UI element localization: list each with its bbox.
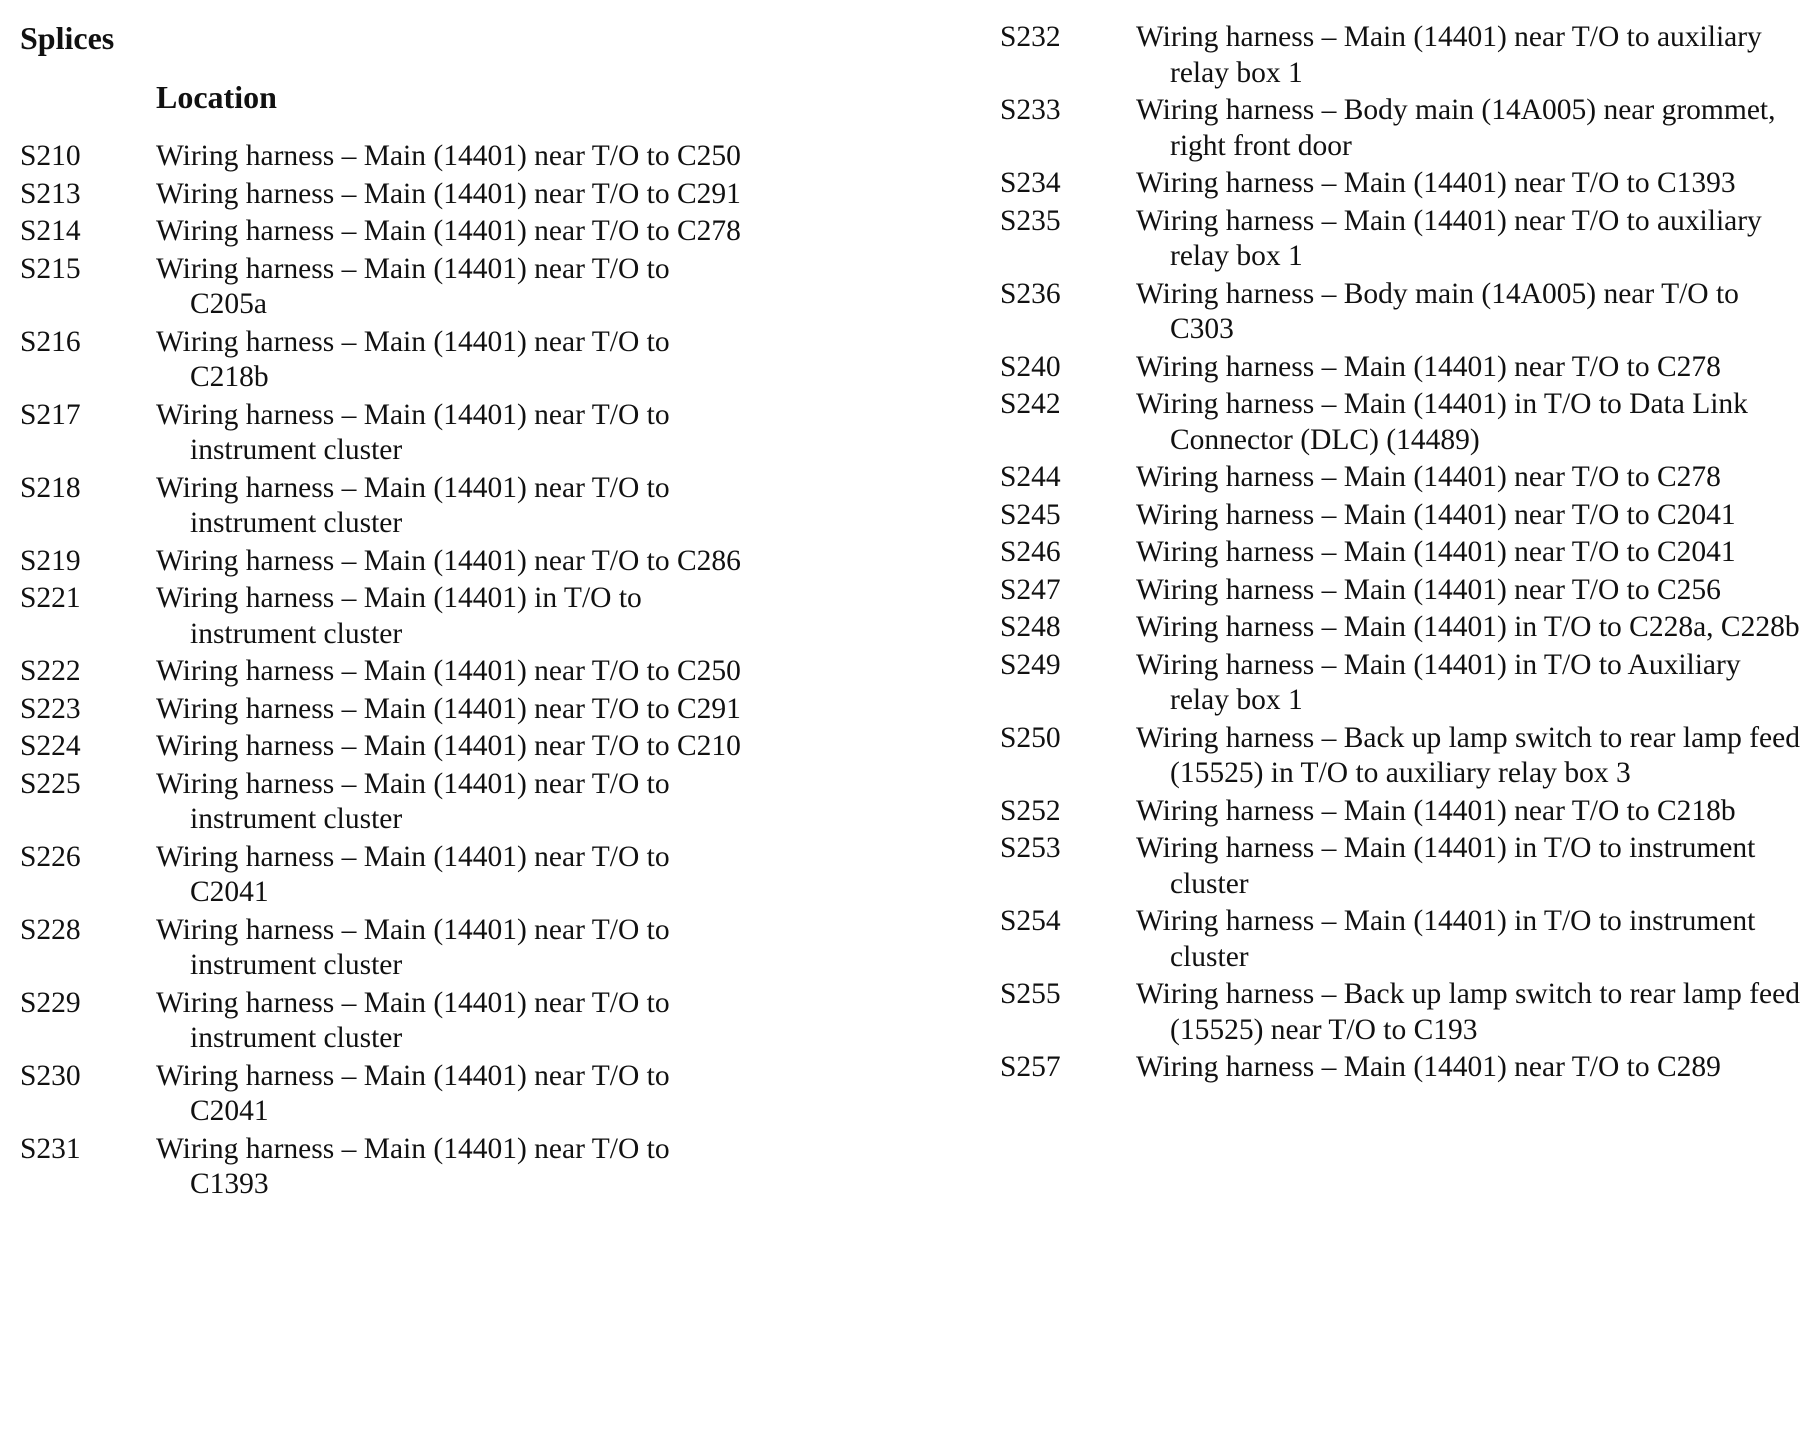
splice-entry [1000, 904, 1800, 975]
splice-location: Wiring harness – Main (14401) in T/O to Data Link Connector (DLC) (14489) [1136, 388, 1748, 456]
splice-entry [20, 767, 820, 838]
splice-location: Wiring harness – Main (14401) near T/O to instrument cluster [156, 398, 670, 466]
splice-code: S242 [1000, 388, 1061, 420]
splice-location: Wiring harness – Main (14401) near T/O to auxiliary relay box 1 [1136, 204, 1762, 272]
splice-location: Wiring harness – Main (14401) near T/O to C2041 [156, 1059, 670, 1127]
splice-entry [20, 692, 820, 728]
splice-code: S213 [20, 177, 81, 210]
splice-location: Wiring harness – Main (14401) in T/O to Auxiliary relay box 1 [1136, 648, 1741, 716]
splice-code: S247 [1000, 573, 1061, 606]
splice-code: S245 [1000, 498, 1061, 531]
splice-code: S257 [1000, 1051, 1061, 1083]
splice-entry [1000, 387, 1800, 458]
splice-location: Wiring harness – Main (14401) near T/O to C291 [156, 692, 741, 725]
splice-code: S248 [1000, 611, 1061, 643]
splice-code: S246 [1000, 536, 1061, 568]
splice-code: S221 [20, 582, 81, 614]
splice-code: S233 [1000, 94, 1061, 126]
splice-entry [1000, 610, 1800, 646]
splice-code: S225 [20, 767, 81, 800]
splice-code: S240 [1000, 350, 1061, 383]
left-splice-list [20, 139, 820, 1205]
splice-location: Wiring harness – Body main (14A005) near T/O to C303 [1136, 277, 1739, 345]
splice-code: S222 [20, 655, 81, 687]
splice-entry [20, 177, 820, 213]
splice-code: S224 [20, 730, 81, 762]
splice-location: Wiring harness – Main (14401) near T/O to instrument cluster [156, 913, 670, 981]
splice-location: Wiring harness – Main (14401) near T/O to C250 [156, 140, 741, 172]
splice-code: S254 [1000, 905, 1061, 937]
splice-location: Wiring harness – Main (14401) near T/O to C291 [156, 177, 741, 210]
splice-location: Wiring harness – Main (14401) near T/O to instrument cluster [156, 986, 670, 1054]
splice-location: Wiring harness – Main (14401) near T/O to C1393 [1136, 167, 1736, 199]
splice-entry [1000, 535, 1800, 571]
splice-location: Wiring harness – Main (14401) near T/O to C289 [1136, 1051, 1721, 1083]
splice-code: S223 [20, 692, 81, 725]
splice-entry [1000, 460, 1800, 496]
splice-location: Wiring harness – Main (14401) near T/O to auxiliary relay box 1 [1136, 21, 1762, 89]
splice-code: S253 [1000, 832, 1061, 864]
splice-entry [1000, 1050, 1800, 1086]
splice-code: S244 [1000, 461, 1061, 493]
splice-code: S216 [20, 325, 81, 358]
splice-location: Wiring harness – Main (14401) near T/O to C278 [1136, 350, 1721, 383]
splice-code: S215 [20, 252, 81, 285]
splice-location: Wiring harness – Main (14401) near T/O to C278 [156, 215, 741, 247]
splice-location: Wiring harness – Main (14401) near T/O to C250 [156, 655, 741, 687]
splice-code: S229 [20, 986, 81, 1019]
splice-code: S235 [1000, 204, 1061, 237]
splice-code: S250 [1000, 721, 1061, 754]
splice-code: S236 [1000, 277, 1061, 310]
splice-location: Wiring harness – Main (14401) near T/O to C210 [156, 730, 741, 762]
splice-location: Wiring harness – Main (14401) in T/O to instrument cluster [1136, 832, 1756, 900]
splice-entry [20, 913, 820, 984]
splice-entry [1000, 498, 1800, 534]
splice-location: Wiring harness – Main (14401) in T/O to instrument cluster [156, 582, 642, 650]
splice-code: S230 [20, 1059, 81, 1092]
splice-entry [20, 252, 820, 323]
splice-location: Wiring harness – Main (14401) near T/O to C2041 [156, 840, 670, 908]
splice-location: Wiring harness – Main (14401) near T/O to instrument cluster [156, 767, 670, 835]
splice-location: Wiring harness – Main (14401) near T/O to C205a [156, 252, 670, 320]
splice-code: S228 [20, 913, 81, 946]
splice-code: S219 [20, 544, 81, 577]
splice-entry [20, 654, 820, 690]
splice-entry [1000, 20, 1800, 91]
splice-entry [1000, 794, 1800, 830]
splice-entry [20, 398, 820, 469]
splice-entry [20, 214, 820, 250]
splice-location: Wiring harness – Main (14401) near T/O to C2041 [1136, 536, 1736, 568]
splice-entry [1000, 648, 1800, 719]
splice-entry [20, 1132, 820, 1203]
splice-entry [1000, 831, 1800, 902]
splice-entry [20, 544, 820, 580]
splice-code: S252 [1000, 794, 1061, 827]
splice-entry [1000, 277, 1800, 348]
splice-code: S218 [20, 471, 81, 504]
splice-location: Wiring harness – Main (14401) near T/O to C1393 [156, 1132, 670, 1200]
splice-entry [1000, 977, 1800, 1048]
splice-entry [20, 986, 820, 1057]
splice-code: S214 [20, 215, 81, 247]
splice-location: Wiring harness – Back up lamp switch to rear lamp feed (15525) near T/O to C193 [1136, 978, 1800, 1046]
splice-code: S234 [1000, 167, 1061, 199]
splice-location: Wiring harness – Main (14401) in T/O to C228a, C228b [1136, 611, 1800, 643]
splice-code: S255 [1000, 978, 1061, 1010]
right-splice-list [1000, 20, 1800, 1088]
splice-location: Wiring harness – Main (14401) near T/O to C278 [1136, 461, 1721, 493]
splice-location: Wiring harness – Body main (14A005) near grommet, right front door [1136, 94, 1776, 162]
splice-entry [20, 1059, 820, 1130]
splice-location: Wiring harness – Main (14401) near T/O to C218b [156, 325, 670, 393]
splice-code: S232 [1000, 21, 1061, 53]
splice-entry [1000, 573, 1800, 609]
splice-location: Wiring harness – Main (14401) near T/O to instrument cluster [156, 471, 670, 539]
splice-code: S217 [20, 398, 81, 431]
splice-entry [20, 840, 820, 911]
splice-code: S226 [20, 840, 81, 873]
splice-location: Wiring harness – Main (14401) near T/O to C286 [156, 544, 741, 577]
splice-entry [1000, 93, 1800, 164]
splice-entry [1000, 350, 1800, 386]
splice-entry [20, 325, 820, 396]
splice-location: Wiring harness – Back up lamp switch to rear lamp feed (15525) in T/O to auxiliary relay box 3 [1136, 721, 1800, 789]
splice-code: S231 [20, 1132, 81, 1165]
page-title: Splices [20, 20, 115, 56]
splice-entry [1000, 204, 1800, 275]
location-column-header: Location [156, 79, 277, 115]
splice-entry [20, 139, 820, 175]
splice-entry [1000, 721, 1800, 792]
splice-location: Wiring harness – Main (14401) near T/O to C256 [1136, 573, 1721, 606]
splice-entry [20, 471, 820, 542]
splice-location: Wiring harness – Main (14401) near T/O to C218b [1136, 794, 1736, 827]
splice-entry [20, 581, 820, 652]
splice-location: Wiring harness – Main (14401) near T/O to C2041 [1136, 498, 1736, 531]
splice-location: Wiring harness – Main (14401) in T/O to instrument cluster [1136, 905, 1756, 973]
splice-entry [20, 729, 820, 765]
splice-code: S210 [20, 140, 81, 172]
splice-entry [1000, 166, 1800, 202]
splice-code: S249 [1000, 648, 1061, 681]
